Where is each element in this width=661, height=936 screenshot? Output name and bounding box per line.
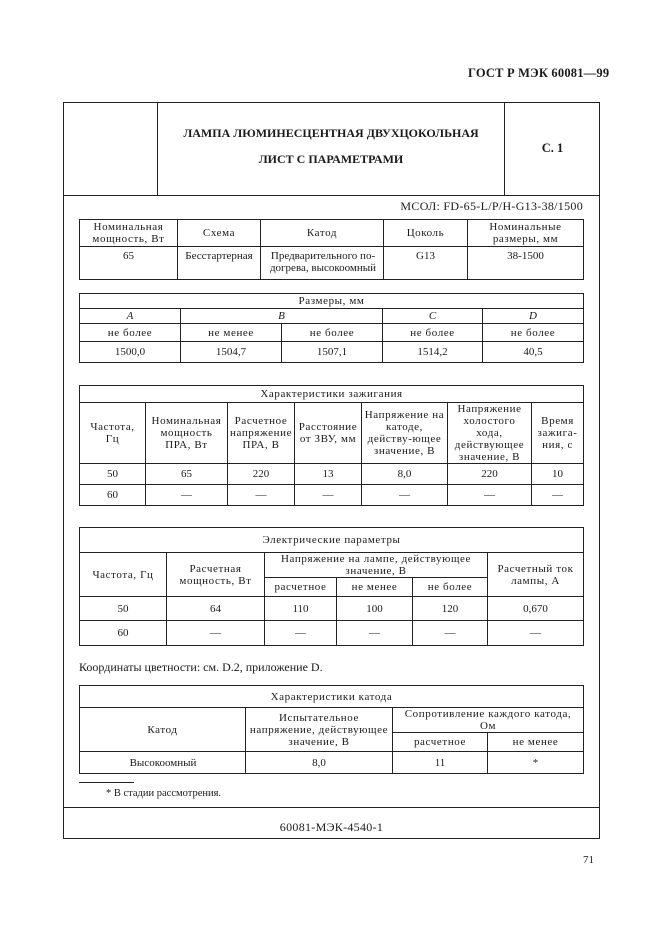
header-nominal-power: Номинальная мощность, Вт xyxy=(80,220,178,247)
header-scheme: Схема xyxy=(178,220,261,247)
dim-value: 1507,1 xyxy=(282,342,383,363)
ignition-header: Напряжение холостого хода, действующее значение, В xyxy=(448,403,532,464)
table-cell: 64 xyxy=(167,597,265,621)
dim-letter-a: A xyxy=(80,309,181,324)
cell-cathode-type: Высокоомный xyxy=(80,752,246,774)
table-cell: 100 xyxy=(337,597,413,621)
dim-value: 40,5 xyxy=(483,342,584,363)
header-frequency: Частота, Гц xyxy=(80,553,167,597)
subheader-min: не менее xyxy=(488,733,584,752)
table-cell: — xyxy=(448,485,532,506)
table-cell: 0,670 xyxy=(488,597,584,621)
subheader-max: не более xyxy=(413,578,488,597)
table-cell: — xyxy=(167,621,265,646)
dim-limit: не более xyxy=(80,324,181,342)
dim-value: 1504,7 xyxy=(181,342,282,363)
cathode-table xyxy=(79,685,584,774)
footer-divider xyxy=(63,807,600,808)
table-cell: — xyxy=(532,485,584,506)
dim-limit: не более xyxy=(282,324,383,342)
cell-base: G13 xyxy=(384,247,468,280)
electrical-table xyxy=(79,527,584,646)
sheet-document-code: 60081-МЭК-4540-1 xyxy=(279,820,384,834)
dim-letter-c: C xyxy=(383,309,483,324)
cell-cathode: Предварительного по-догрева, высокоомный xyxy=(261,247,384,280)
cell-dimensions: 38-1500 xyxy=(468,247,584,280)
table-cell: — xyxy=(337,621,413,646)
footnote: * В стадии рассмотрения. xyxy=(106,788,222,799)
page-number: 71 xyxy=(583,854,594,866)
table-cell: — xyxy=(413,621,488,646)
sheet-title-line1: ЛАМПА ЛЮМИНЕСЦЕНТНАЯ ДВУХЦОКОЛЬНАЯ xyxy=(183,126,479,140)
header-rated-power: Расчетная мощность, Вт xyxy=(167,553,265,597)
table-cell: — xyxy=(488,621,584,646)
table-cell: 65 xyxy=(146,464,228,485)
table-cell: 220 xyxy=(228,464,295,485)
cell-resistance-min: * xyxy=(488,752,584,774)
cell-power: 65 xyxy=(80,247,178,280)
subheader-rated: расчетное xyxy=(265,578,337,597)
table-cell: 60 xyxy=(80,621,167,646)
title-divider xyxy=(63,195,600,196)
subheader-min: не менее xyxy=(337,578,413,597)
title-left-divider xyxy=(157,102,158,195)
table-cell: 60 xyxy=(80,485,146,506)
ignition-header: Напряжение на катоде, действу-ющее значение, В xyxy=(362,403,448,464)
dim-limit: не более xyxy=(383,324,483,342)
table-cell: — xyxy=(228,485,295,506)
dim-value: 1514,2 xyxy=(383,342,483,363)
dimensions-table xyxy=(79,293,584,363)
cell-test-voltage: 8,0 xyxy=(246,752,393,774)
header-cathode: Катод xyxy=(261,220,384,247)
mcol-designation: МСОЛ: FD-65-L/P/H-G13-38/1500 xyxy=(400,199,583,213)
table-cell: 120 xyxy=(413,597,488,621)
cathode-title: Характеристики катода xyxy=(80,686,584,708)
table-cell: — xyxy=(265,621,337,646)
ignition-title: Характеристики зажигания xyxy=(80,386,584,403)
ignition-header: Расстояние от ЗВУ, мм xyxy=(295,403,362,464)
cell-scheme: Бесстартерная xyxy=(178,247,261,280)
header-lamp-current: Расчетный ток лампы, А xyxy=(488,553,584,597)
table-cell: — xyxy=(295,485,362,506)
lamp-main-table xyxy=(79,219,584,280)
table-cell: — xyxy=(146,485,228,506)
footnote-rule xyxy=(79,782,134,783)
document-code-header: ГОСТ Р МЭК 60081—99 xyxy=(468,66,610,80)
ignition-table xyxy=(79,385,584,506)
table-cell: 13 xyxy=(295,464,362,485)
ignition-header: Время зажига-ния, с xyxy=(532,403,584,464)
ignition-header: Расчетное напряжение ПРА, В xyxy=(228,403,295,464)
dim-letter-b: B xyxy=(181,309,383,324)
table-cell: 8,0 xyxy=(362,464,448,485)
dim-value: 1500,0 xyxy=(80,342,181,363)
sheet-title-line2: ЛИСТ С ПАРАМЕТРАМИ xyxy=(258,152,404,166)
dimensions-title: Размеры, мм xyxy=(80,294,584,309)
table-cell: 50 xyxy=(80,597,167,621)
table-cell: — xyxy=(362,485,448,506)
dim-letter-d: D xyxy=(483,309,584,324)
header-nominal-dimensions: Номинальные размеры, мм xyxy=(468,220,584,247)
table-cell: 220 xyxy=(448,464,532,485)
header-base: Цоколь xyxy=(384,220,468,247)
dim-limit: не более xyxy=(483,324,584,342)
cell-resistance-rated: 11 xyxy=(393,752,488,774)
dim-limit: не менее xyxy=(181,324,282,342)
chromaticity-note: Координаты цветности: см. D.2, приложение D. xyxy=(79,660,323,674)
header-cathode: Катод xyxy=(80,708,246,752)
header-lamp-voltage: Напряжение на лампе, действующее значение, В xyxy=(265,553,488,578)
table-cell: 10 xyxy=(532,464,584,485)
sheet-page-code: С. 1 xyxy=(541,141,564,155)
ignition-header: Частота, Гц xyxy=(80,403,146,464)
table-cell: 50 xyxy=(80,464,146,485)
header-test-voltage: Испытательное напряжение, действующее значение, В xyxy=(246,708,393,752)
table-cell: 110 xyxy=(265,597,337,621)
subheader-rated: расчетное xyxy=(393,733,488,752)
header-cathode-resistance: Сопротивление каждого катода, Ом xyxy=(393,708,584,733)
ignition-header: Номинальная мощность ПРА, Вт xyxy=(146,403,228,464)
electrical-title: Электрические параметры xyxy=(80,528,584,553)
